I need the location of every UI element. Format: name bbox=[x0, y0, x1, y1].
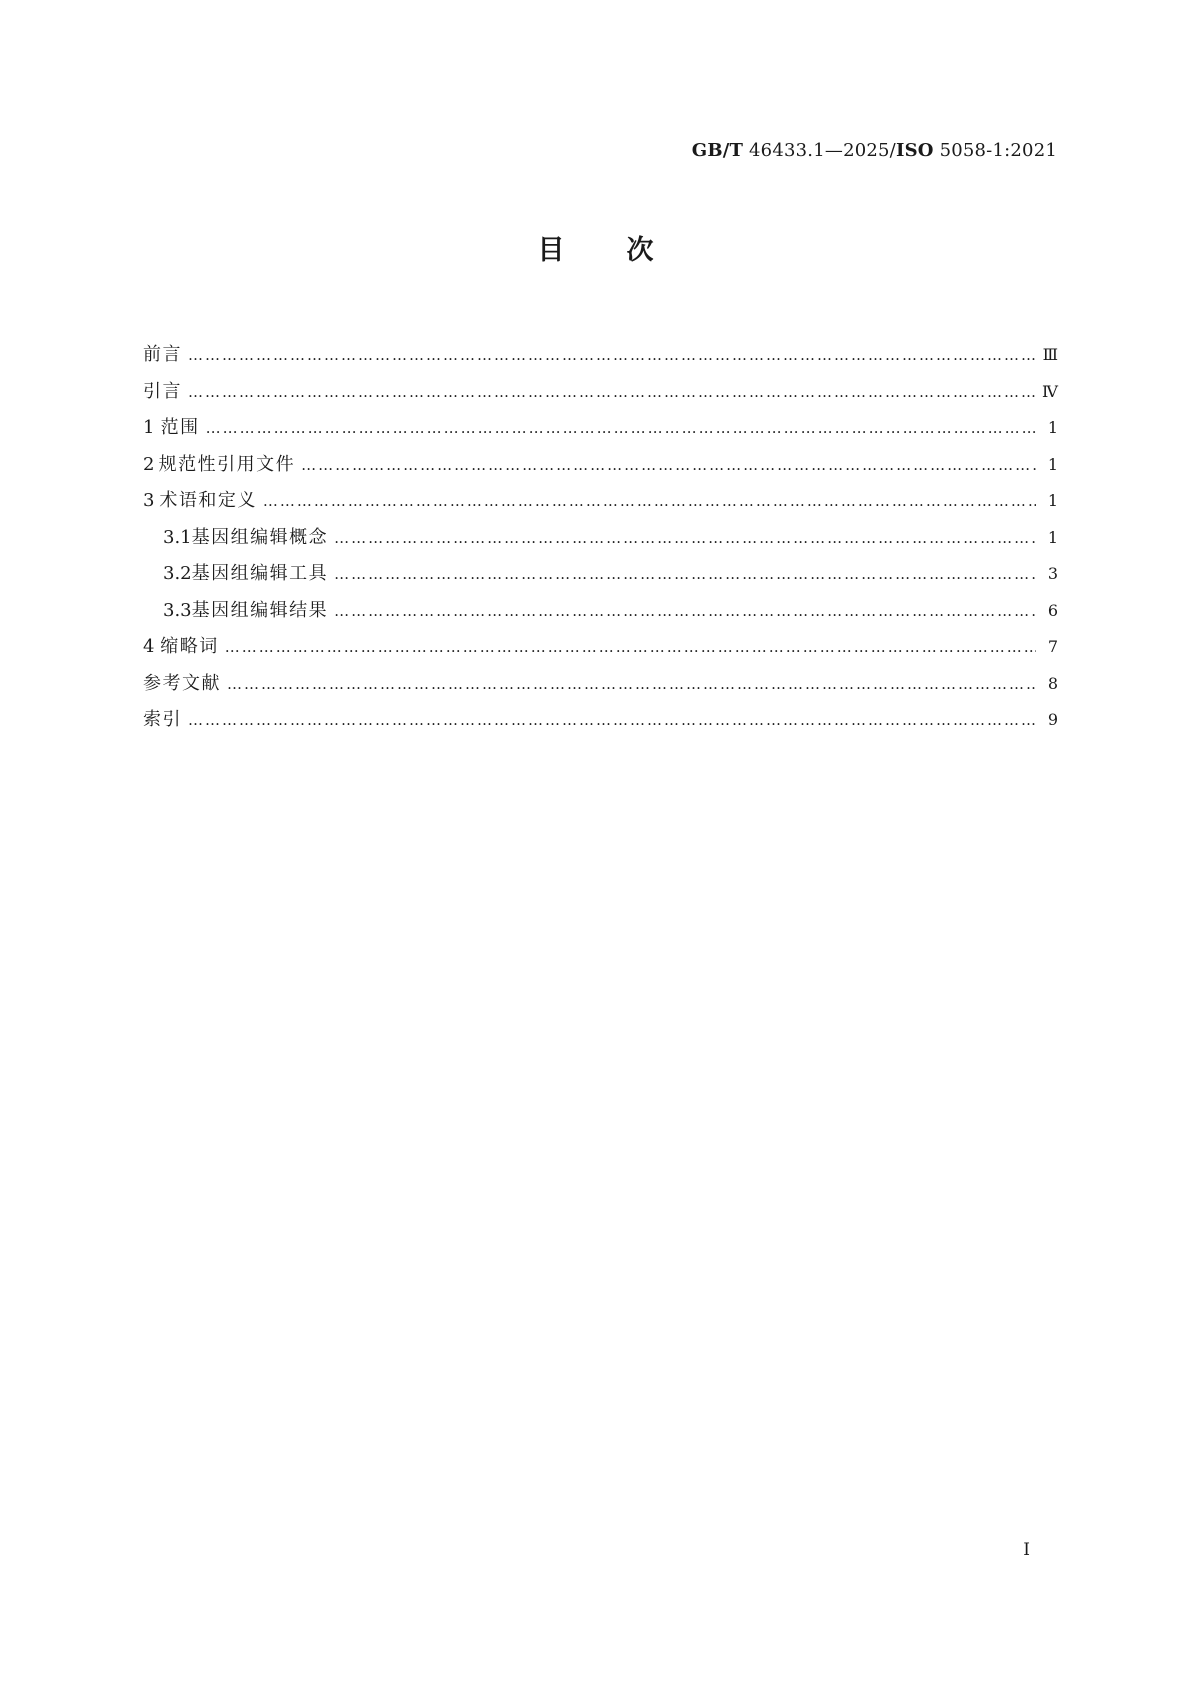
toc-entry-page: 8 bbox=[1047, 673, 1058, 693]
toc-entry-label: 索引 bbox=[143, 709, 182, 730]
dot-leader bbox=[334, 565, 1036, 583]
dot-leader bbox=[301, 456, 1036, 474]
dot-leader bbox=[188, 383, 1036, 401]
toc-entry-scope[interactable] bbox=[143, 413, 1058, 450]
toc-entry-page: 1 bbox=[1047, 491, 1058, 510]
toc-entry-page: 7 bbox=[1047, 637, 1058, 656]
toc-title: 目次 bbox=[537, 235, 716, 266]
page-number: Ⅰ bbox=[1023, 1540, 1030, 1560]
toc-entry-page: 9 bbox=[1047, 710, 1058, 729]
dot-leader bbox=[225, 638, 1036, 656]
toc-entry-terms-definitions[interactable] bbox=[143, 486, 1058, 523]
dot-leader bbox=[263, 492, 1036, 510]
dot-leader bbox=[334, 529, 1036, 547]
toc-entry-label: 规范性引用文件 bbox=[158, 453, 296, 475]
toc-entry-label: 参考文献 bbox=[143, 672, 221, 694]
toc-entry-bibliography[interactable] bbox=[143, 669, 1058, 706]
dot-leader bbox=[188, 711, 1036, 729]
iso-code-number: 5058-1:2021 bbox=[933, 140, 1057, 161]
toc-entry-editing-results[interactable] bbox=[143, 596, 1058, 633]
dot-leader bbox=[227, 675, 1036, 693]
toc-entry-number: 3.3 bbox=[163, 599, 192, 621]
toc-entry-label: 引言 bbox=[143, 380, 182, 402]
toc-entry-number: 3.1 bbox=[163, 526, 192, 548]
table-of-contents bbox=[143, 340, 1058, 742]
toc-entry-introduction[interactable] bbox=[143, 377, 1058, 414]
toc-entry-label: 基因组编辑工具 bbox=[191, 563, 329, 584]
toc-entry-page: 1 bbox=[1047, 454, 1058, 474]
standard-code-number: 46433.1—2025/ bbox=[743, 140, 896, 161]
toc-entry-foreword[interactable] bbox=[143, 340, 1058, 377]
toc-entry-number: 3 bbox=[143, 490, 155, 511]
toc-entry-abbreviations[interactable] bbox=[143, 632, 1058, 669]
toc-entry-page: Ⅳ bbox=[1042, 381, 1058, 401]
toc-entry-page: 1 bbox=[1047, 418, 1058, 437]
toc-entry-label: 基因组编辑概念 bbox=[191, 526, 329, 548]
toc-entry-label: 术语和定义 bbox=[159, 490, 257, 511]
toc-entry-label: 前言 bbox=[143, 344, 182, 365]
dot-leader bbox=[334, 602, 1036, 620]
toc-entry-label: 缩略词 bbox=[160, 636, 219, 657]
toc-entry-label: 基因组编辑结果 bbox=[191, 599, 329, 621]
toc-entry-normative-references[interactable] bbox=[143, 450, 1058, 487]
toc-entry-number: 2 bbox=[143, 453, 155, 475]
toc-entry-page: Ⅲ bbox=[1042, 345, 1058, 364]
toc-entry-editing-tools[interactable] bbox=[143, 559, 1058, 596]
toc-entry-page: 6 bbox=[1047, 600, 1058, 620]
toc-entry-page: 1 bbox=[1047, 527, 1058, 547]
toc-entry-editing-concepts[interactable] bbox=[143, 523, 1058, 560]
dot-leader bbox=[206, 419, 1036, 437]
toc-entry-number: 4 bbox=[143, 636, 155, 657]
toc-entry-page: 3 bbox=[1047, 564, 1058, 583]
toc-entry-label: 范围 bbox=[160, 417, 200, 438]
dot-leader bbox=[188, 346, 1036, 364]
iso-code-prefix: ISO bbox=[895, 140, 934, 161]
standard-code bbox=[692, 140, 1057, 161]
toc-entry-index[interactable] bbox=[143, 705, 1058, 742]
standard-code-prefix: GB/T bbox=[691, 140, 744, 161]
toc-entry-number: 1 bbox=[143, 417, 155, 438]
toc-entry-number: 3.2 bbox=[163, 563, 192, 584]
